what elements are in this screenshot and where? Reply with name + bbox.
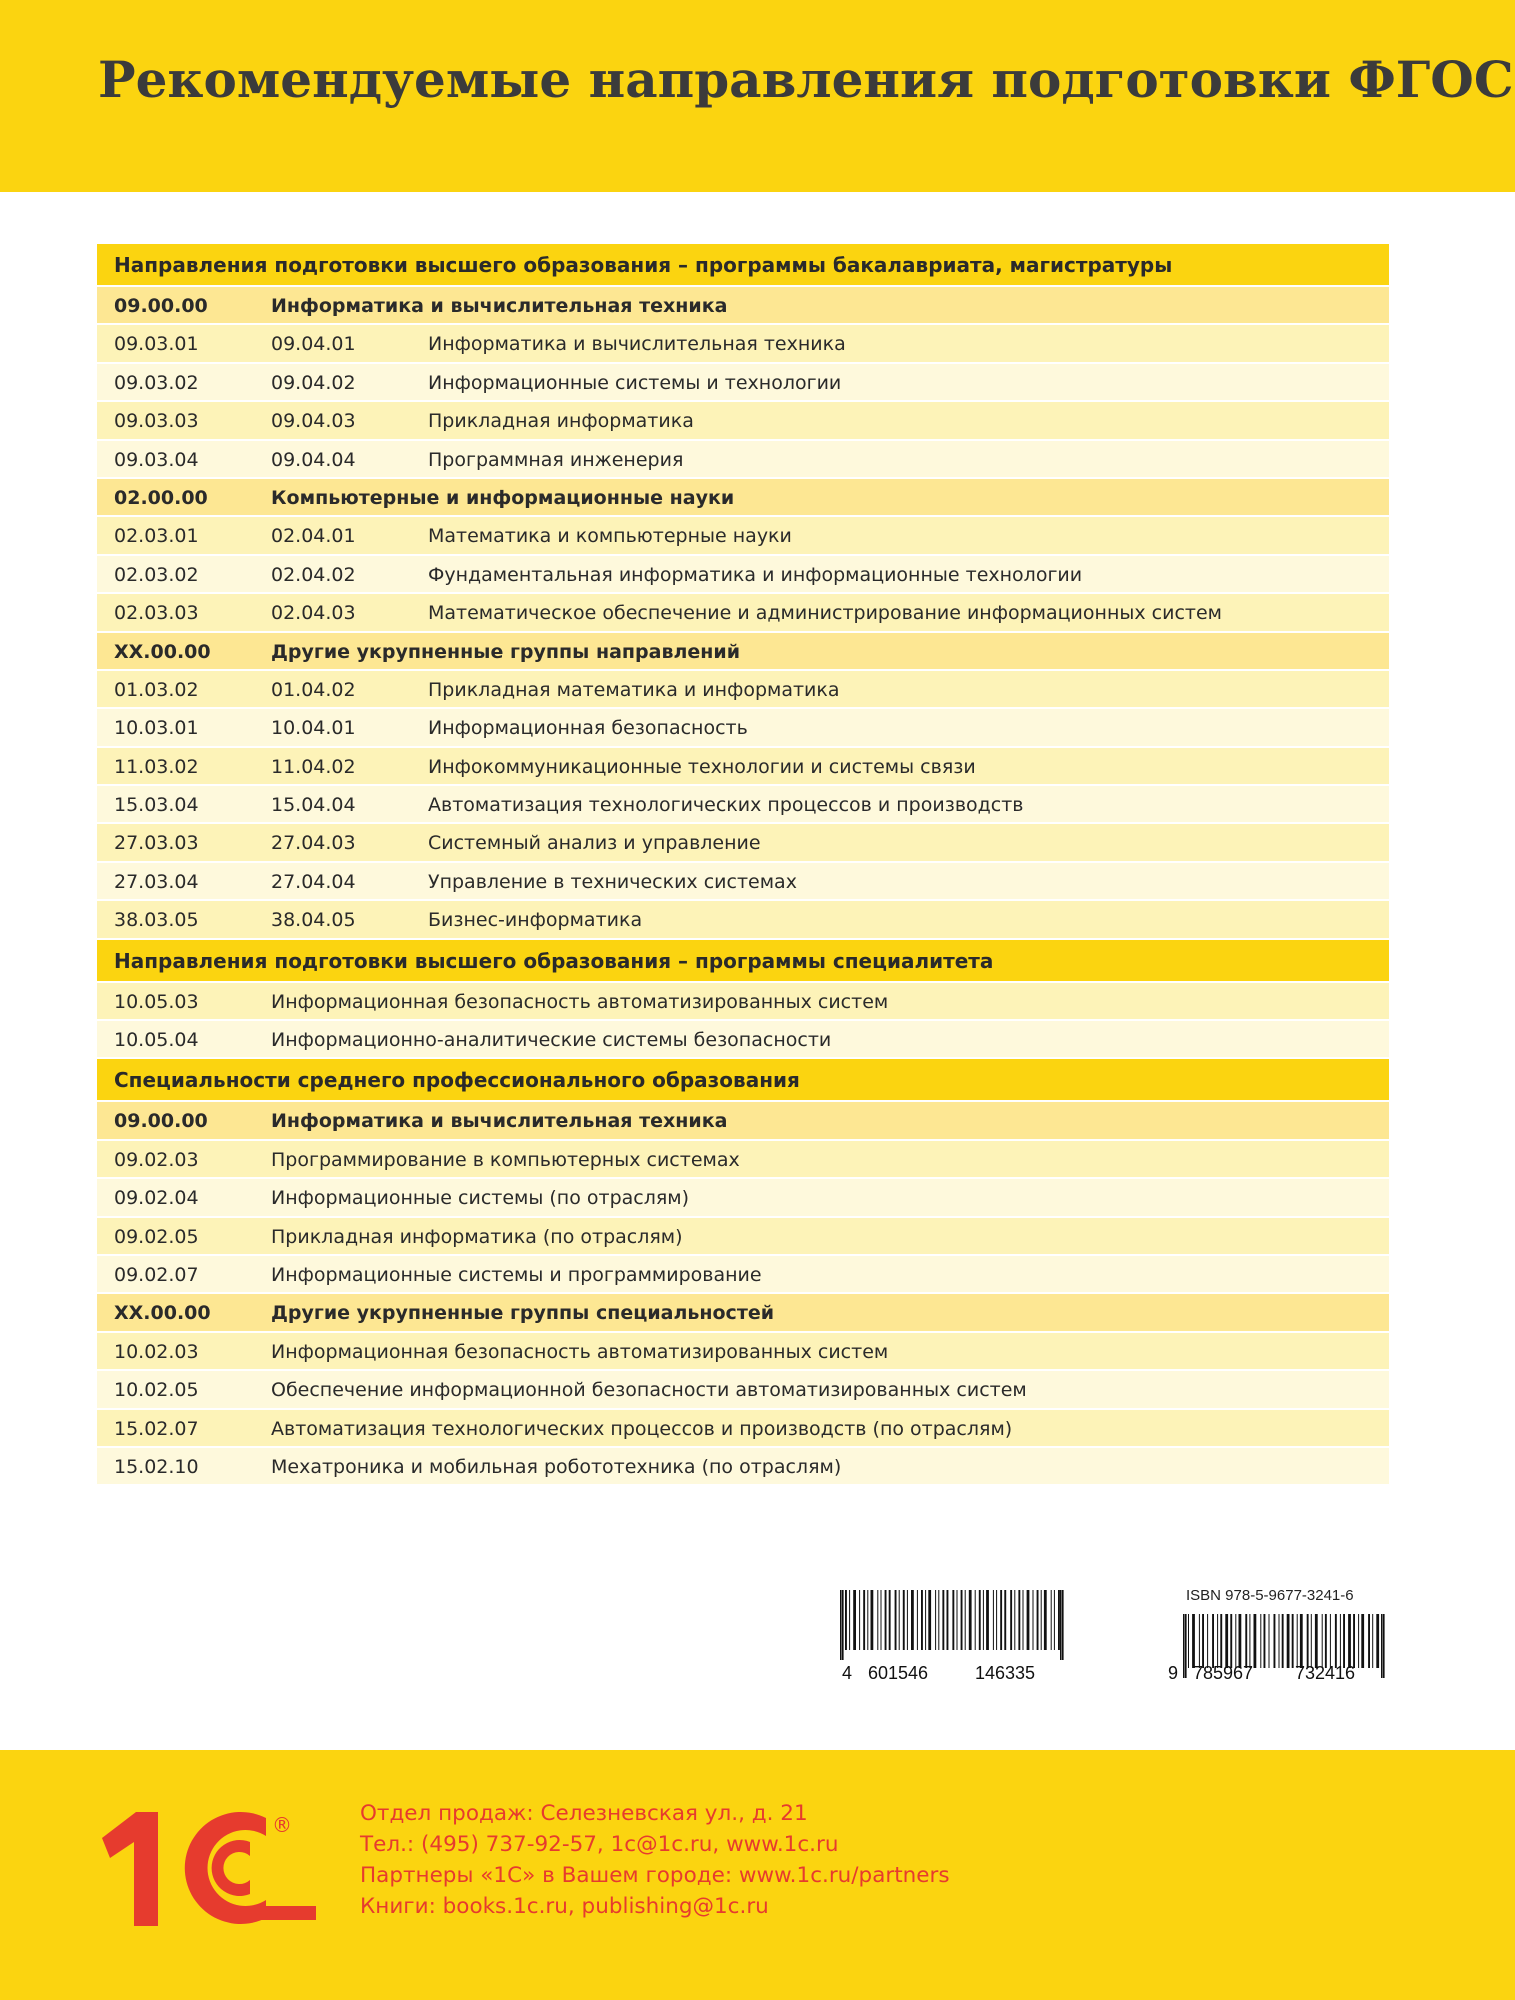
- barcode-bar: [1245, 1614, 1247, 1668]
- cell-c3: Информационные системы и технологии: [428, 371, 842, 394]
- logo-1c: [98, 1808, 328, 1933]
- cell-c2: 09.04.03: [271, 410, 356, 433]
- barcode-bar: [889, 1590, 891, 1650]
- section-header: [97, 1059, 1389, 1102]
- cell-c1: Специальности среднего профессионального образования: [114, 1068, 800, 1093]
- barcode-bar: [979, 1590, 981, 1650]
- barcode-bar: [1225, 1614, 1228, 1668]
- table-row: [97, 901, 1389, 939]
- barcode-bar: [1235, 1614, 1236, 1668]
- table-row: [97, 1371, 1389, 1409]
- cell-c1: 15.02.07: [114, 1417, 199, 1440]
- cell-c1: XX.00.00: [114, 1302, 211, 1325]
- barcode-bar: [975, 1590, 976, 1650]
- table-row: [97, 786, 1389, 824]
- barcode-bar: [1292, 1614, 1294, 1668]
- barcode-guard-bar: [842, 1590, 844, 1660]
- barcode-bar: [1282, 1614, 1284, 1668]
- table-row: [97, 594, 1389, 632]
- cell-c1: 27.03.04: [114, 870, 199, 893]
- barcode-bar: [942, 1590, 944, 1650]
- barcode-bar: [1018, 1590, 1020, 1650]
- group-header: [97, 479, 1389, 517]
- isbn-digits-right: 732416: [1295, 1663, 1356, 1683]
- barcode-bar: [1269, 1614, 1270, 1668]
- cell-c1: 09.02.03: [114, 1148, 199, 1171]
- cell-c2: 01.04.02: [271, 678, 356, 701]
- cell-c1: 09.00.00: [114, 1110, 208, 1133]
- barcode-bar: [1010, 1590, 1012, 1650]
- barcode-bar: [1041, 1590, 1042, 1650]
- cell-c1: 38.03.05: [114, 909, 199, 932]
- barcode-bar: [1325, 1614, 1327, 1668]
- barcode-bar: [1217, 1614, 1218, 1668]
- barcode-bar: [1239, 1614, 1242, 1668]
- barcode-bar: [895, 1590, 897, 1650]
- cell-c2: 27.04.04: [271, 870, 356, 893]
- table-row: [97, 983, 1389, 1021]
- barcode-bar: [1260, 1614, 1261, 1668]
- table-row: [97, 863, 1389, 901]
- barcode-bar: [1037, 1590, 1039, 1650]
- barcode-bar: [911, 1590, 914, 1650]
- contact-line-sales: Отдел продаж: Селезневская ул., д. 21: [360, 1801, 808, 1826]
- barcode-bar: [996, 1590, 997, 1650]
- isbn-label: ISBN 978-5-9677-3241-6: [1186, 1587, 1354, 1604]
- barcode-bar: [1014, 1590, 1015, 1650]
- cell-c2: Информатика и вычислительная техника: [271, 295, 728, 317]
- barcode-bar: [1202, 1614, 1204, 1668]
- table-row: [97, 402, 1389, 440]
- cell-c1: 10.03.01: [114, 717, 199, 740]
- barcode-guard-bar: [1183, 1614, 1185, 1678]
- cell-c1: Направления подготовки высшего образования – программы специалитета: [114, 948, 994, 973]
- contact-line-books: Книги: books.1c.ru, publishing@1c.ru: [360, 1894, 769, 1919]
- cell-c1: Направления подготовки высшего образования – программы бакалавриата, магистратуры: [114, 253, 1173, 277]
- cell-c2: Информационная безопасность автоматизированных систем: [271, 1340, 889, 1363]
- cell-c1: 09.03.04: [114, 448, 199, 471]
- barcode-bar: [885, 1590, 887, 1650]
- cell-c2: Компьютерные и информационные науки: [271, 486, 735, 509]
- table-row: [97, 517, 1389, 555]
- cell-c2: 27.04.03: [271, 832, 356, 855]
- page-title: Рекомендуемые направления подготовки ФГОС: [98, 50, 1514, 109]
- barcode-bar: [1368, 1614, 1370, 1668]
- barcode-bar: [1044, 1590, 1047, 1650]
- cell-c2: Другие укрупненные группы специальностей: [271, 1302, 775, 1325]
- cell-c3: Математическое обеспечение и администрирование информационных систем: [428, 602, 1222, 625]
- barcode-bar: [986, 1590, 989, 1650]
- barcode-guard-bar: [840, 1590, 842, 1660]
- table-row: [97, 671, 1389, 709]
- cell-c2: 10.04.01: [271, 717, 356, 740]
- barcode-bar: [1361, 1614, 1364, 1668]
- table-row: [97, 1141, 1389, 1179]
- barcode-bar: [921, 1590, 923, 1650]
- cell-c2: 02.04.03: [271, 602, 356, 625]
- cell-c1: 02.03.03: [114, 602, 199, 625]
- barcode-bar: [1264, 1614, 1266, 1668]
- barcode-bar: [1311, 1614, 1312, 1668]
- table-row: [97, 824, 1389, 862]
- barcode-guard-bar: [1060, 1590, 1062, 1660]
- barcode-bar: [1297, 1614, 1298, 1668]
- table-row: [97, 1218, 1389, 1256]
- barcode-bar: [881, 1590, 882, 1650]
- cell-c3: Управление в технических системах: [428, 870, 797, 893]
- cell-c2: Информатика и вычислительная техника: [271, 1110, 728, 1133]
- barcode-bar: [961, 1590, 963, 1650]
- cell-c3: Прикладная математика и информатика: [428, 678, 840, 701]
- table-row: [97, 325, 1389, 363]
- footer-band: [0, 1750, 1515, 2000]
- barcode-bar: [1058, 1590, 1060, 1650]
- barcode-bar: [877, 1590, 878, 1650]
- barcode-bar: [1340, 1614, 1341, 1668]
- cell-c2: Прикладная информатика (по отраслям): [271, 1225, 683, 1248]
- barcode-bar: [1023, 1590, 1024, 1650]
- barcode-bar: [1358, 1614, 1359, 1668]
- barcode-bar: [1307, 1614, 1309, 1668]
- barcode-bar: [938, 1590, 939, 1650]
- barcode-bar: [1300, 1614, 1303, 1668]
- barcode-bar: [1054, 1590, 1055, 1650]
- cell-c1: 02.03.01: [114, 525, 199, 548]
- group-header: [97, 287, 1389, 325]
- table-row: [97, 364, 1389, 402]
- barcode-bar: [965, 1590, 966, 1650]
- table-row: [97, 1410, 1389, 1448]
- cell-c1: 09.00.00: [114, 295, 208, 317]
- group-header: [97, 1294, 1389, 1332]
- cell-c1: 09.03.02: [114, 371, 199, 394]
- cell-c1: 10.05.03: [114, 990, 199, 1013]
- cell-c1: 09.02.04: [114, 1187, 199, 1210]
- table-row: [97, 1333, 1389, 1371]
- table-row: [97, 1448, 1389, 1486]
- barcode-guard-bar: [1381, 1614, 1383, 1678]
- cell-c2: Мехатроника и мобильная робототехника (по отраслям): [271, 1455, 842, 1478]
- barcode-bar: [957, 1590, 958, 1650]
- cell-c3: Фундаментальная информатика и информационные технологии: [428, 563, 1083, 586]
- barcode-bar: [845, 1590, 847, 1650]
- cell-c1: 11.03.02: [114, 755, 199, 778]
- barcode-bar: [917, 1590, 918, 1650]
- isbn-digit-first: 9: [1168, 1663, 1179, 1683]
- contact-line-partners: Партнеры «1С» в Вашем городе: www.1c.ru/partners: [360, 1863, 950, 1888]
- cell-c2: 09.04.04: [271, 448, 356, 471]
- cell-c1: 10.02.03: [114, 1340, 199, 1363]
- barcode-bar: [935, 1590, 936, 1650]
- barcode-bar: [1188, 1614, 1189, 1668]
- barcode-bar: [1199, 1614, 1200, 1668]
- barcode-bar: [1279, 1614, 1280, 1668]
- barcode-bar: [1254, 1614, 1257, 1668]
- section-header: [97, 244, 1389, 287]
- barcode-bar: [1330, 1614, 1331, 1668]
- barcode-bar: [1051, 1590, 1052, 1650]
- registered-mark: ®: [272, 1813, 292, 1837]
- barcode-bar: [1315, 1614, 1318, 1668]
- ean-digits-left: 601546: [868, 1663, 929, 1683]
- cell-c2: 38.04.05: [271, 909, 356, 932]
- barcode-bar: [1322, 1614, 1323, 1668]
- barcode-bar: [853, 1590, 856, 1650]
- barcode-bar: [1287, 1614, 1290, 1668]
- cell-c1: 09.02.07: [114, 1263, 199, 1286]
- barcode-bar: [1249, 1614, 1250, 1668]
- barcode-bar: [1207, 1614, 1208, 1668]
- cell-c2: Информационно-аналитические системы безопасности: [271, 1029, 832, 1052]
- table-row: [97, 441, 1389, 479]
- ean-digits-right: 146335: [975, 1663, 1036, 1683]
- table-row: [97, 1179, 1389, 1217]
- cell-c1: 09.03.03: [114, 410, 199, 433]
- group-header: [97, 633, 1389, 671]
- ean-digit-first: 4: [842, 1663, 853, 1683]
- barcode-bar: [1335, 1614, 1337, 1668]
- barcode-bar: [1027, 1590, 1030, 1650]
- barcode-bar: [899, 1590, 900, 1650]
- cell-c3: Математика и компьютерные науки: [428, 525, 792, 548]
- cell-c1: 10.02.05: [114, 1379, 199, 1402]
- barcode-bar: [1343, 1614, 1345, 1668]
- cell-c2: Программирование в компьютерных системах: [271, 1148, 740, 1171]
- ean-barcode: [838, 1590, 1066, 1660]
- barcode-bar: [969, 1590, 972, 1650]
- cell-c2: 09.04.01: [271, 333, 356, 356]
- cell-c1: 27.03.03: [114, 832, 199, 855]
- cell-c1: 15.03.04: [114, 794, 199, 817]
- barcode-bar: [1376, 1614, 1379, 1668]
- cell-c2: Автоматизация технологических процессов и производств (по отраслям): [271, 1417, 1013, 1440]
- table-row: [97, 748, 1389, 786]
- fgos-directions-table: [97, 244, 1389, 1486]
- barcode-bar: [1004, 1590, 1006, 1650]
- cell-c2: 02.04.01: [271, 525, 356, 548]
- cell-c3: Автоматизация технологических процессов и производств: [428, 794, 1024, 817]
- barcode-bar: [925, 1590, 926, 1650]
- cell-c1: 01.03.02: [114, 678, 199, 701]
- barcode-guard-bar: [1383, 1614, 1385, 1678]
- cell-c2: 09.04.02: [271, 371, 356, 394]
- barcode-bar: [983, 1590, 984, 1650]
- barcode-bar: [947, 1590, 949, 1650]
- barcode-guard-bar: [1062, 1590, 1064, 1660]
- cell-c1: 02.00.00: [114, 486, 208, 509]
- cell-c3: Системный анализ и управление: [428, 832, 761, 855]
- barcode-bar: [1212, 1614, 1214, 1668]
- contact-line-phone: Тел.: (495) 737-92-57, 1c@1c.ru, www.1c.ru: [360, 1832, 839, 1857]
- barcode-bar: [1230, 1614, 1232, 1668]
- cell-c3: Бизнес-информатика: [428, 909, 643, 932]
- cell-c1: 09.02.05: [114, 1225, 199, 1248]
- barcode-bar: [1033, 1590, 1034, 1650]
- cell-c1: 02.03.02: [114, 563, 199, 586]
- barcode-bar: [993, 1590, 994, 1650]
- barcode-bar: [871, 1590, 874, 1650]
- barcode-bar: [863, 1590, 865, 1650]
- barcode-bar: [1220, 1614, 1222, 1668]
- barcode-bar: [1274, 1614, 1276, 1668]
- cell-c2: Информационные системы и программирование: [271, 1263, 762, 1286]
- barcode-bar: [907, 1590, 908, 1650]
- cell-c3: Инфокоммуникационные технологии и системы связи: [428, 755, 976, 778]
- cell-c1: 15.02.10: [114, 1455, 199, 1478]
- cell-c2: 11.04.02: [271, 755, 356, 778]
- cell-c2: Информационные системы (по отраслям): [271, 1187, 690, 1210]
- barcode-bar: [1192, 1614, 1195, 1668]
- barcode-bar: [928, 1590, 931, 1650]
- header-band: [0, 0, 1515, 192]
- cell-c1: 09.03.01: [114, 333, 199, 356]
- cell-c3: Информационная безопасность: [428, 717, 748, 740]
- barcode-bar: [903, 1590, 905, 1650]
- barcode-bar: [849, 1590, 850, 1650]
- barcode-bar: [859, 1590, 860, 1650]
- cell-c2: 15.04.04: [271, 794, 356, 817]
- cell-c1: 10.05.04: [114, 1029, 199, 1052]
- group-header: [97, 1102, 1389, 1140]
- cell-c2: 02.04.02: [271, 563, 356, 586]
- barcode-guard-bar: [1185, 1614, 1187, 1678]
- cell-c3: Программная инженерия: [428, 448, 684, 471]
- barcode-bar: [1372, 1614, 1373, 1668]
- barcode-bar: [952, 1590, 954, 1650]
- cell-c2: Обеспечение информационной безопасности автоматизированных систем: [271, 1379, 1027, 1402]
- table-row: [97, 1256, 1389, 1294]
- table-row: [97, 1021, 1389, 1059]
- section-header: [97, 940, 1389, 983]
- footer-contacts: [360, 1798, 950, 1922]
- isbn-digits-left: 785967: [1193, 1663, 1254, 1683]
- table-row: [97, 556, 1389, 594]
- barcode-bar: [1353, 1614, 1355, 1668]
- cell-c3: Информатика и вычислительная техника: [428, 333, 846, 356]
- barcode-bar: [1000, 1590, 1002, 1650]
- cell-c2: Информационная безопасность автоматизированных систем: [271, 990, 889, 1013]
- barcode-bar: [1348, 1614, 1351, 1668]
- barcode-bar: [867, 1590, 868, 1650]
- cell-c3: Прикладная информатика: [428, 410, 694, 433]
- cell-c2: Другие укрупненные группы направлений: [271, 640, 741, 663]
- cell-c1: XX.00.00: [114, 640, 211, 663]
- table-row: [97, 709, 1389, 747]
